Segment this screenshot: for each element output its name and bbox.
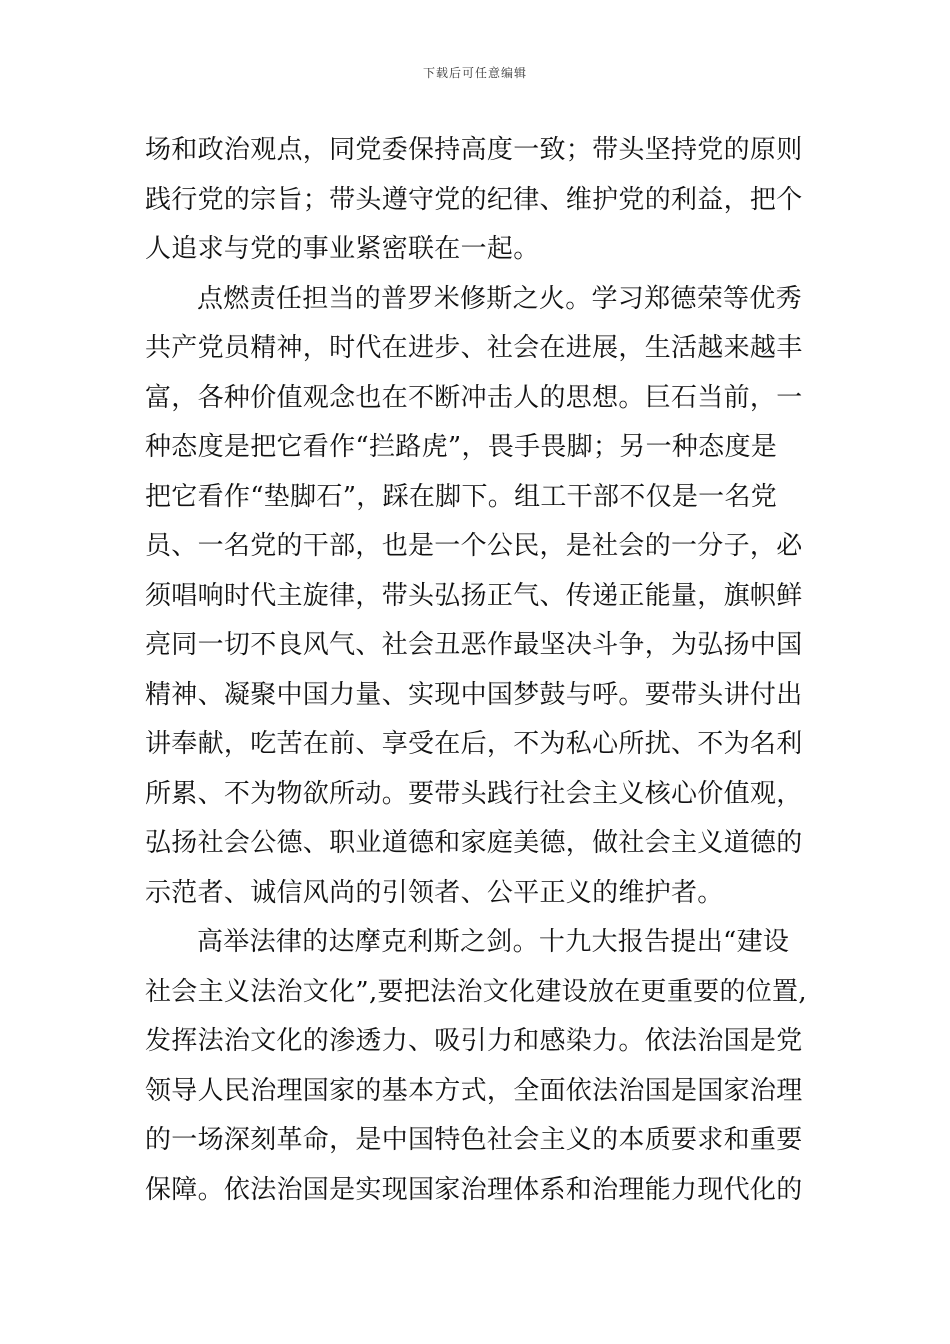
text-line: 种态度是把它看作“拦路虎”，畏手畏脚；另一种态度是 xyxy=(145,432,778,462)
text-line: 富，各种价值观念也在不断冲击人的思想。巨石当前，一 xyxy=(145,382,803,413)
text-line: 践行党的宗旨；带头遵守党的纪律、维护党的利益，把个 xyxy=(145,184,803,215)
text-line: 亮同一切不良风气、社会丑恶作最坚决斗争，为弘扬中国 xyxy=(145,630,803,660)
text-line: 须唱响时代主旋律，带头弘扬正气、传递正能量，旗帜鲜 xyxy=(145,580,803,611)
header-note: 下载后可任意编辑 xyxy=(422,66,527,80)
text-line: 领导人民治理国家的基本方式，全面依法治国是国家治理 xyxy=(145,1075,803,1106)
text-line: 精神、凝聚中国力量、实现中国梦鼓与呼。要带头讲付出 xyxy=(145,679,803,710)
text-line: 人追求与党的事业紧密联在一起。 xyxy=(145,234,540,264)
text-line: 讲奉献，吃苦在前、享受在后，不为私心所扰、不为名利 xyxy=(145,729,803,759)
paragraph-start-line: 点燃责任担当的普罗米修斯之火。学习郑德荣等优秀 xyxy=(197,283,802,314)
document-body xyxy=(145,126,810,1215)
text-line: 场和政治观点，同党委保持高度一致；带头坚持党的原则 xyxy=(145,135,803,165)
text-line: 示范者、诚信风尚的引领者、公平正义的维护者。 xyxy=(145,877,724,908)
text-line: 社会主义法治文化”,要把法治文化建设放在更重要的位置, xyxy=(145,976,807,1007)
text-line: 的一场深刻革命，是中国特色社会主义的本质要求和重要 xyxy=(145,1125,803,1155)
text-line: 保障。依法治国是实现国家治理体系和治理能力现代化的 xyxy=(145,1174,803,1205)
text-line: 把它看作“垫脚石”，踩在脚下。组工干部不仅是一名党 xyxy=(145,481,778,512)
text-line: 所累、不为物欲所动。要带头践行社会主义核心价值观， xyxy=(145,778,803,809)
text-line: 弘扬社会公德、职业道德和家庭美德，做社会主义道德的 xyxy=(145,828,803,858)
text-line: 发挥法治文化的渗透力、吸引力和感染力。依法治国是党 xyxy=(145,1026,803,1056)
text-line: 共产党员精神，时代在进步、社会在进展，生活越来越丰 xyxy=(145,333,803,363)
text-line: 员、一名党的干部，也是一个公民，是社会的一分子，必 xyxy=(145,531,803,561)
paragraph-start-line: 高举法律的达摩克利斯之剑。十九大报告提出“建设 xyxy=(197,927,790,957)
